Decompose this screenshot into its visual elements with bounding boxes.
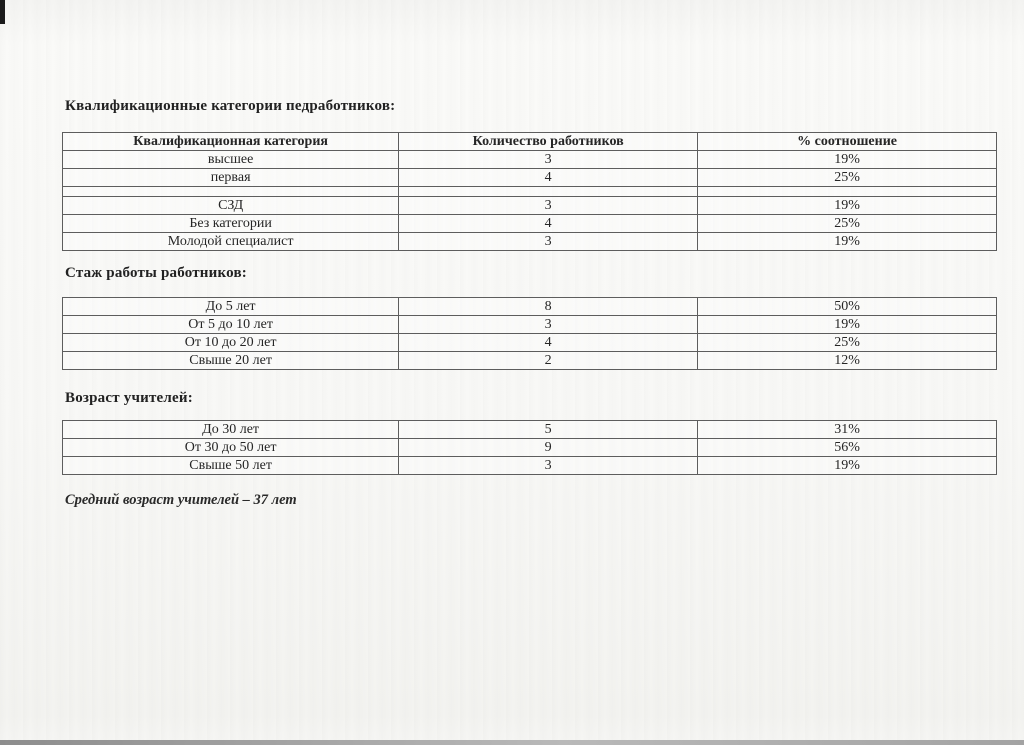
section-title-age: Возраст учителей: — [65, 390, 193, 406]
column-header: Квалификационная категория — [63, 133, 399, 151]
table-cell: 9 — [399, 439, 698, 457]
table-cell: От 5 до 10 лет — [63, 316, 399, 334]
table-cell — [63, 187, 399, 197]
table-cell: 2 — [399, 352, 698, 370]
document-content — [62, 98, 997, 509]
table-row — [63, 233, 997, 251]
table-cell: 31% — [698, 421, 997, 439]
table-row — [63, 151, 997, 169]
average-age-note: Средний возраст учителей – 37 лет — [65, 492, 297, 508]
table-row — [63, 316, 997, 334]
table-cell: 3 — [399, 197, 698, 215]
table-cell: 3 — [399, 151, 698, 169]
table-cell: Свыше 50 лет — [63, 457, 399, 475]
table-cell: высшее — [63, 151, 399, 169]
section-title-qualification: Квалификационные категории педработников: — [65, 98, 396, 114]
table-cell: 19% — [698, 197, 997, 215]
table-cell: 50% — [698, 298, 997, 316]
table-cell: 25% — [698, 169, 997, 187]
table-cell: 25% — [698, 334, 997, 352]
table-cell: 19% — [698, 316, 997, 334]
table-cell: 4 — [399, 215, 698, 233]
table-row — [63, 352, 997, 370]
column-header: Количество работников — [399, 133, 698, 151]
table-row — [63, 334, 997, 352]
table-cell: СЗД — [63, 197, 399, 215]
table-header-row — [63, 133, 997, 151]
column-header: % соотношение — [698, 133, 997, 151]
table-cell: 3 — [399, 457, 698, 475]
table-cell: 56% — [698, 439, 997, 457]
table-row — [63, 457, 997, 475]
section-qualification-categories — [62, 98, 997, 251]
qualification-table — [62, 132, 997, 251]
table-cell — [698, 187, 997, 197]
table-cell: 4 — [399, 334, 698, 352]
table-cell: 19% — [698, 151, 997, 169]
table-cell — [399, 187, 698, 197]
table-row — [63, 187, 997, 197]
table-row — [63, 298, 997, 316]
table-row — [63, 215, 997, 233]
section-teacher-age — [62, 390, 997, 475]
table-cell: От 10 до 20 лет — [63, 334, 399, 352]
table-cell: 4 — [399, 169, 698, 187]
table-row — [63, 197, 997, 215]
table-cell: Молодой специалист — [63, 233, 399, 251]
table-row — [63, 439, 997, 457]
table-cell: 12% — [698, 352, 997, 370]
scan-artifact-mark — [0, 0, 5, 24]
table-cell: первая — [63, 169, 399, 187]
table-row — [63, 169, 997, 187]
table-row — [63, 421, 997, 439]
table-cell: 25% — [698, 215, 997, 233]
table-cell: От 30 до 50 лет — [63, 439, 399, 457]
table-cell: 3 — [399, 233, 698, 251]
section-work-experience — [62, 265, 997, 370]
table-cell: 5 — [399, 421, 698, 439]
table-cell: Свыше 20 лет — [63, 352, 399, 370]
experience-table — [62, 297, 997, 370]
section-title-experience: Стаж работы работников: — [65, 265, 247, 281]
table-cell: 3 — [399, 316, 698, 334]
table-cell: 19% — [698, 233, 997, 251]
table-cell: Без категории — [63, 215, 399, 233]
scan-edge-shadow — [0, 740, 1024, 745]
table-cell: 8 — [399, 298, 698, 316]
age-table — [62, 420, 997, 475]
table-cell: До 30 лет — [63, 421, 399, 439]
table-cell: До 5 лет — [63, 298, 399, 316]
table-cell: 19% — [698, 457, 997, 475]
